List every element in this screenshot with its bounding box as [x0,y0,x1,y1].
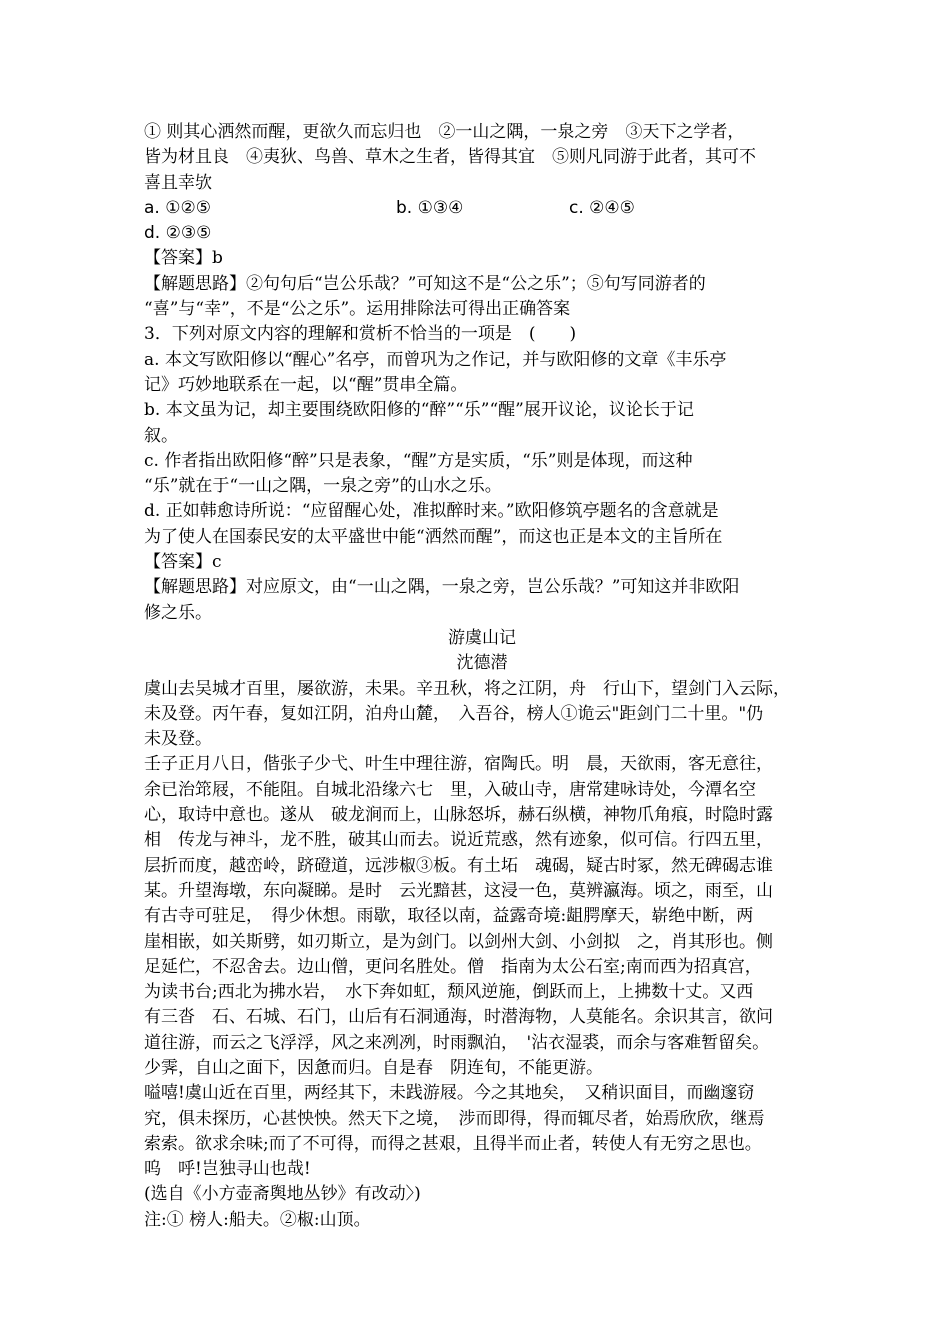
passage-line: 足延伫，不忍舍去。边山僧，更问名胜处。僧 指南为太公石室;南而西为招真宫， [144,956,762,977]
passage-line: 余已治筇屐，不能阻。自城北沿缘六七 里，入破山寺，唐常建咏诗处，今潭名空 [144,779,756,800]
q2-analysis-line: “喜”与“幸”，不是“公之乐”。运用排除法可得出正确答案 [144,299,571,320]
passage-line: 壬子正月八日，偕张子少弋、叶生中理往游，宿陶氏。明 晨，天欲雨，客无意往， [144,754,773,775]
q3-option-line: 记》巧妙地联系在一起，以“醒”贯串全篇。 [144,374,468,395]
q3-option-line: d. 正如韩愈诗所说：“应留醒心处，准拟醉时来。”欧阳修筑亭题名的含意就是 [144,501,719,522]
q2-choice-d: d. ②③⑤ [144,223,212,244]
q2-answer: 【答案】b [144,248,223,269]
passage-line: 有古寺可驻足， 得少休想。雨歇，取径以南，益露奇境:龃腭摩天，崭绝中断，两 [144,906,754,927]
passage-line: 虞山去吴城才百里，屡欲游，未果。辛丑秋，将之江阴，舟 行山下，望剑门入云际， [144,678,790,699]
passage-line: 层折而度，越峦岭，跻磴道，远涉椒③板。有土坧 魂碣，疑古时冢，然无碑碣志谁 [144,855,773,876]
passage-line: 未及登。 [144,729,212,750]
q3-option-line: “乐”就在于“一山之隅，一泉之旁”的山水之乐。 [144,476,502,497]
passage-line: 未及登。丙午春，复如江阴，泊舟山麓， 入吾谷，榜人①诡云"距剑门二十里。"仍 [144,703,764,724]
q3-analysis-line: 修之乐。 [144,602,212,623]
q3-answer: 【答案】c [144,552,222,573]
q2-choice-c: c. ②④⑤ [569,197,635,218]
q2-choices [144,196,820,221]
passage-author: 沈德潜 [456,653,508,674]
q3-option-line: a. 本文写欧阳修以“醒心”名亭，而曾巩为之作记，并与欧阳修的文章《丰乐亭 [144,349,727,370]
q2-stem-line: 皆为材且良 ④夷狄、鸟兽、草木之生者，皆得其宜 ⑤则凡同游于此者，其可不 [144,147,756,168]
passage-line: 心，取诗中意也。遂从 破龙涧而上，山脉怒坼，赫石纵横，神物爪角痕，时隐时露 [144,805,773,826]
q2-stem-line: 喜且幸欤 [144,172,212,193]
q2-analysis-line: 【解题思路】②句句后“岂公乐哉？”可知这不是“公之乐”；⑤句写同游者的 [144,273,706,294]
q2-choice-b: b. ①③④ [396,197,464,218]
q3-analysis-line: 【解题思路】对应原文，由“一山之隅，一泉之旁，岂公乐哉？”可知这并非欧阳 [144,577,740,598]
passage-line: 嗌嘻!虞山近在百里，两经其下，未践游屐。今之其地矣， 又稍识面目，而幽邃窃 [144,1083,755,1104]
passage-line: 为读书台;西北为拂水岩， 水下奔如虹，颓风逆施，倒跃而上，上拂数十丈。又西 [144,982,754,1003]
q3-stem: 3．下列对原文内容的理解和赏析不恰当的一项是 ( ) [144,324,577,345]
passage-source: (选自《小方壶斋舆地丛钞》有改动〉) [144,1184,421,1205]
passage-line: 呜 呼!岂独寻山也哉! [144,1159,311,1180]
passage-line: 道往游，而云之飞浮浮，风之来冽冽，时雨飘泊， '沾衣湿裘，而余与客难暂留矣。 [144,1032,770,1053]
q3-option-line: 叙。 [144,425,178,446]
passage-line: 崖相嵌，如关斯劈，如刃斯立，是为剑门。以剑州大剑、小剑拟 之，肖其形也。侧 [144,931,773,952]
passage-line: 少霁，自山之面下，因惫而归。自是春 阴连旬，不能更游。 [144,1057,603,1078]
passage-note: 注:① 榜人:船夫。②椒:山顶。 [144,1209,371,1230]
q3-option-line: b. 本文虽为记，却主要围绕欧阳修的“醉”“乐”“醒”展开议论，议论长于记 [144,400,694,421]
passage-line: 某。升望海墩，东向凝睇。是时 云光黯甚，这浸一色，莫辨瀛海。顷之，雨至，山 [144,880,773,901]
passage-line: 相 传龙与神斗，龙不胜，破其山而去。说近荒惑，然有迹象，似可信。行四五里， [144,830,773,851]
passage-line: 索索。欲求余味;而了不可得，而得之甚艰，且得半而止者，转使人有无穷之思也。 [144,1133,762,1154]
q3-option-line: 为了使人在国泰民安的太平盛世中能“洒然而醒”，而这也正是本文的主旨所在 [144,526,723,547]
q2-stem-line: ① 则其心洒然而醒，更欲久而忘归也 ②一山之隅，一泉之旁 ③天下之学者， [144,122,745,142]
q3-option-line: c. 作者指出欧阳修“醉”只是表象，“醒”方是实质，“乐”则是体现，而这种 [144,450,693,471]
passage-title: 游虞山记 [448,627,516,648]
document-page [144,120,820,1233]
passage-line: 究，俱未探历，心甚怏怏。然天下之境， 涉而即得，得而辄尽者，始焉欣欣，继焉 [144,1108,765,1129]
q2-choice-a: a. ①②⑤ [144,197,211,218]
passage-line: 有三沓 石、石城、石门，山后有石洞通海，时潜海物，人莫能名。余识其言，欲问 [144,1007,773,1028]
